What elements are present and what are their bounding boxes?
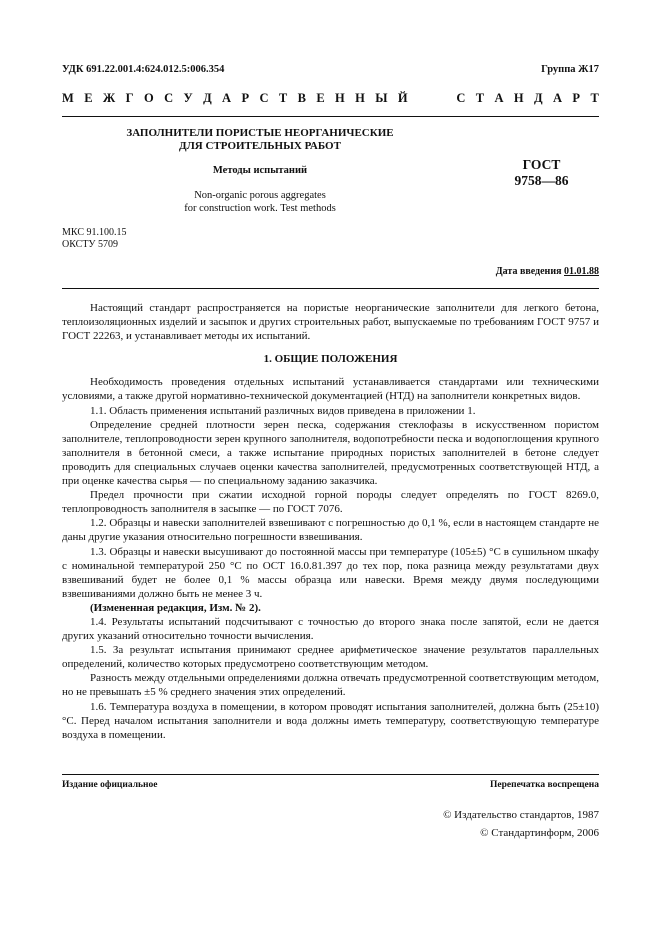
english-title-line: Non-organic porous aggregates [194,190,326,201]
document-body [62,301,599,742]
banner-letter: С [164,91,174,105]
banner-letter: Н [355,91,365,105]
introduction-date [496,266,599,277]
document-title [100,127,420,153]
banner-letter: Г [125,91,134,105]
banner-letter: Р [241,91,250,105]
banner-letter: У [183,91,193,105]
paragraph: 1.3. Образцы и навески высушивают до постоянной массы при температуре (105±5) °С в сушильном шкафу с номинальной температурой 250 °С по ОСТ 16.0.81.397 до тех пор, пока разница между результатами двух взвешиваний будет не более 0,1 % массы образца или навески. Время между двумя последующими взвешиваниями должно быть не менее 3 ч. [62,545,599,600]
okstu-code: ОКСТУ 5709 [62,239,119,250]
mks-code: МКС 91.100.15 [62,227,127,238]
classification-codes [62,227,126,251]
intro-date-value: 01.01.88 [564,266,599,277]
english-title [100,189,420,215]
banner-letter: В [297,91,306,105]
intro-date-label: Дата введения [495,266,562,277]
banner-letter: М [62,91,74,105]
paragraph: 1.5. За результат испытания принимают среднее арифметическое значение результатов параллельных определений, количество которых предусмотрено соответствующим методом. [62,644,599,671]
title-line: ДЛЯ СТРОИТЕЛЬНЫХ РАБОТ [179,140,341,152]
title-line: ЗАПОЛНИТЕЛИ ПОРИСТЫЕ НЕОРГАНИЧЕСКИЕ [126,127,394,139]
group-code: Группа Ж17 [541,64,599,75]
banner-letter: Д [203,91,212,105]
paragraph: 1.1. Область применения испытаний различных видов приведена в приложении 1. [90,404,476,417]
official-edition-note: Издание официальное [62,780,158,790]
document-subtitle: Методы испытаний [212,165,308,176]
banner-letter: Е [84,91,93,105]
banner-letter: Р [572,91,581,105]
gost-label: ГОСТ [522,157,561,172]
reprint-prohibited-note: Перепечатка воспрещена [489,780,599,790]
banner-letter: С [259,91,269,105]
divider-bottom [62,774,599,775]
banner-letter: А [553,91,563,105]
copyright-line: © Издательство стандартов, 1987 [443,809,599,821]
udk-code: УДК 691.22.001.4:624.012.5:006.354 [62,64,225,75]
banner-letter: С [456,91,466,105]
paragraph: Необходимость проведения отдельных испытаний устанавливается стандартами или техническими условиями, а также другой нормативно-технической документацией (НТД) на заполнители конкретных видов. [62,376,599,403]
copyright-block [443,806,599,842]
intro-paragraph: Настоящий стандарт распространяется на пористые неорганические заполнители для легкого бетона, теплоизоляционных изделий и засыпок и других строительных работ, выпускаемые по требованиям ГОСТ 9757 и ГОСТ 22263, и устанавливает методы их испытаний. [62,302,599,343]
paragraph: Предел прочности при сжатии исходной горной породы следует определять по ГОСТ 8269.0, теплопроводность заполнителя в засыпке — по ГОСТ 7076. [62,489,599,516]
paragraph: Определение средней плотности зерен песка, содержания стеклофазы в искусственном пористом заполнителе, теплопроводности зерен крупного заполнителя, водопотребности песка и водопоглощения крупного заполнителя в бетонной смеси, а также испытание природных пористых заполнителей в бетоне следует проводить для специальных случаев оценки качества заполнителей, предусмотренных соответствующей НТД, а при оценке качества сырья — по специальному заданию заказчика. [62,418,599,488]
banner-letter: Н [335,91,345,105]
paragraph: Разность между отдельными определениями должна отвечать предусмотренной соответствующим методом, но не превышать ±5 % среднего значения этих определений. [62,672,599,699]
revision-note: (Измененная редакция, Изм. № 2). [90,601,261,614]
paragraph: 1.4. Результаты испытаний подсчитывают с точностью до второго знака после запятой, если не дается других указаний относительно точности вычисления. [62,615,599,643]
english-title-line: for construction work. Test methods [184,203,336,214]
standard-banner [62,91,599,107]
banner-letter: Д [534,91,543,105]
banner-letter: Ы [375,91,388,105]
banner-letter: Т [278,91,288,105]
banner-letter: А [222,91,232,105]
banner-letter: Т [590,91,599,105]
banner-letter: Й [397,91,408,105]
banner-letter: О [143,91,154,105]
banner-letter: Е [316,91,325,105]
banner-gap [418,91,446,107]
paragraph: 1.6. Температура воздуха в помещении, в котором проводят испытания заполнителей, должна быть (25±10) °С. Перед началом испытания заполнители и вода должны иметь температуру, соответствующую температуре воздуха в помещении. [62,700,599,741]
paragraph: 1.2. Образцы и навески заполнителей взвешивают с погрешностью до 0,1 %, если в настоящем стандарте не даны другие указания относительно погрешности взвешивания. [62,517,599,544]
copyright-line: © Стандартинформ, 2006 [480,827,599,839]
gost-designation [494,157,589,189]
banner-letter: Т [475,91,485,105]
divider-top [62,116,599,117]
banner-letter: А [494,91,504,105]
section-heading: 1. ОБЩИЕ ПОЛОЖЕНИЯ [263,353,398,366]
banner-letter: Н [513,91,524,105]
gost-number: 9758—86 [514,173,569,188]
divider-middle [62,288,599,289]
banner-letter: Ж [102,91,116,105]
